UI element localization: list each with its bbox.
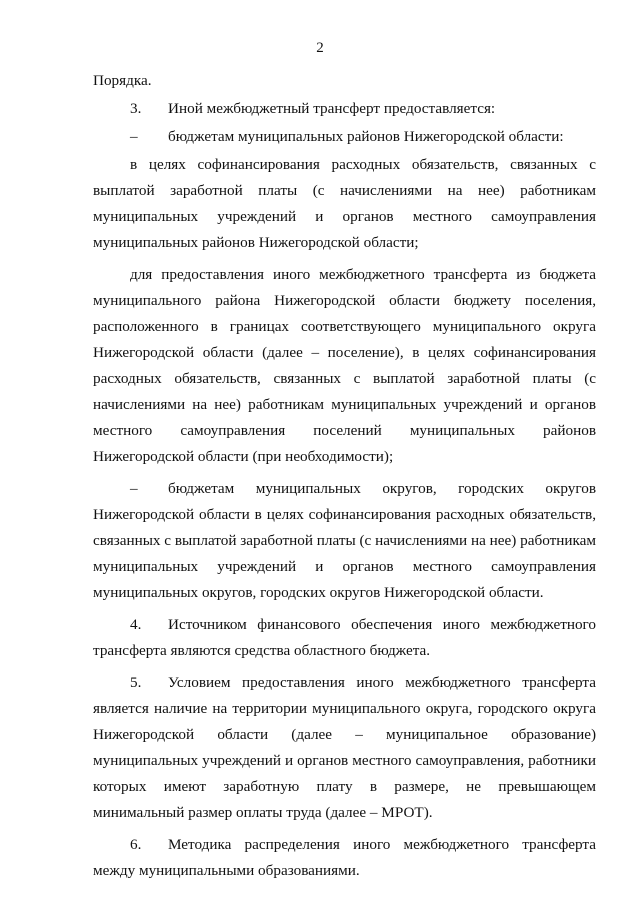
- paragraph-cofinancing-districts: в целях софинансирования расходных обязательств, связанных с выплатой заработной платы (с начислениями на нее) работникам муниципальных учреждений и органов местного самоуправления муниципальных районов Нижегородской области;: [93, 156, 596, 251]
- item-text: бюджетам муниципальных округов, городских округов Нижегородской области в целях софинансирования расходных обязательств, связанных с выплатой заработной платы (с начислениями на нее) работникам муниципальных учреждений и органов местного самоуправления муниципальных округов, городских округов Нижегородской области.: [93, 480, 596, 601]
- item-number: 3.: [130, 100, 142, 117]
- item-text: Иной межбюджетный трансферт предоставляется:: [168, 100, 496, 117]
- document-body: [93, 68, 596, 884]
- paragraph-item-5: [93, 670, 596, 826]
- dash-marker: –: [130, 480, 138, 497]
- dash-item-municipal-okrugs: [93, 476, 596, 606]
- dash-item-municipal-districts: [93, 124, 596, 150]
- item-number: 5.: [130, 674, 142, 691]
- paragraph-settlements: для предоставления иного межбюджетного трансферта из бюджета муниципального района Нижегородской области бюджету поселения, расположенного в границах соответствующего муниципального округа Нижегородской области (далее – поселение), в целях софинансирования расходных обязательств, связанных с выплатой заработной платы (с начислениями на нее) работникам муниципальных учреждений и органов местного самоуправления поселений муниципальных районов Нижегородской области (при необходимости);: [93, 266, 596, 465]
- item-number: 4.: [130, 616, 142, 633]
- paragraph-continuation: Порядка.: [93, 72, 152, 89]
- item-text: Источником финансового обеспечения иного межбюджетного трансферта являются средства областного бюджета.: [93, 616, 596, 659]
- paragraph-item-3: [93, 96, 596, 122]
- item-text: Условием предоставления иного межбюджетного трансферта является наличие на территории муниципального округа, городского округа Нижегородской области (далее – муниципальное образование) муниципальных учреждений и органов местного самоуправления, работники которых имеют заработную плату в размере, не превышающем минимальный размер оплаты труда (далее – МРОТ).: [93, 674, 596, 821]
- page-number: 2: [316, 40, 324, 56]
- item-text: бюджетам муниципальных районов Нижегородской области:: [168, 128, 564, 145]
- dash-marker: –: [130, 128, 138, 145]
- paragraph-item-6: [93, 832, 596, 884]
- item-text: Методика распределения иного межбюджетного трансферта между муниципальными образованиями.: [93, 836, 596, 879]
- item-number: 6.: [130, 836, 142, 853]
- paragraph-item-4: [93, 612, 596, 664]
